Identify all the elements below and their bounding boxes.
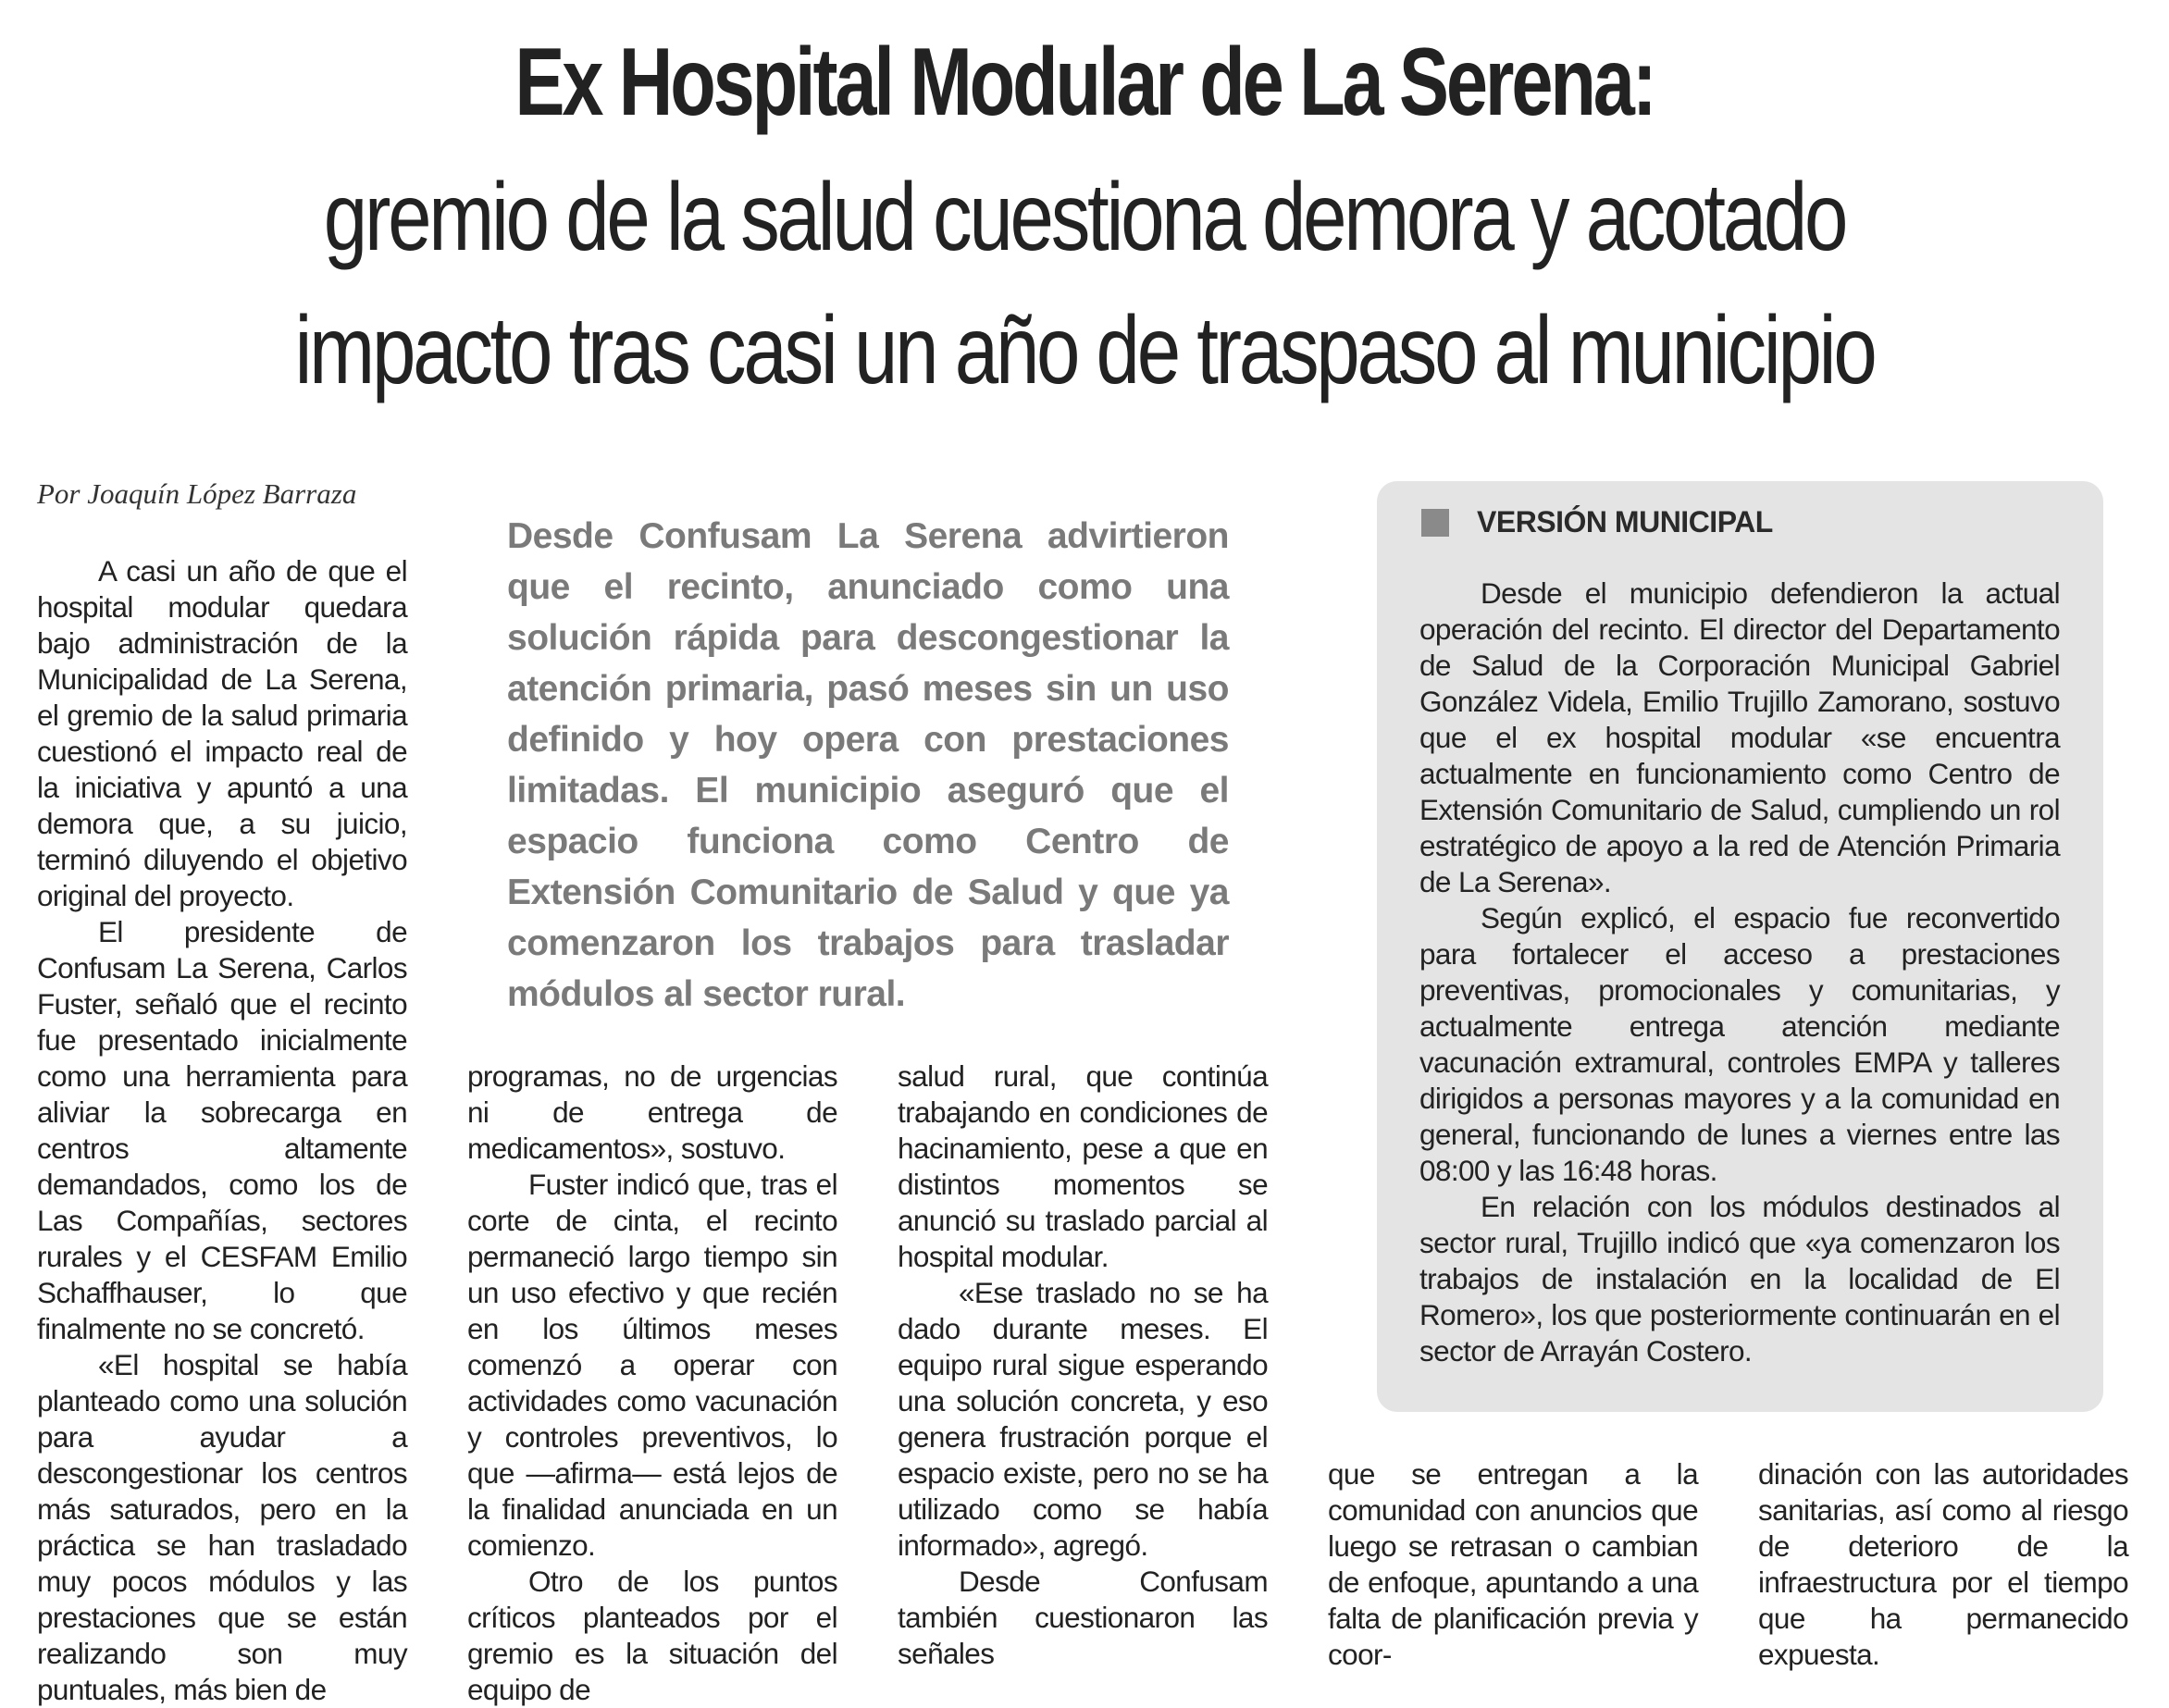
headline-title: Ex Hospital Modular de La Serena: <box>514 29 1655 136</box>
paragraph: «El hospital se había planteado como una solución para ayudar a descongestionar los centros más saturados, pero en la práctica se han trasladado muy pocos módulos y las prestaciones que se están realizando son muy puntuales, más bien de <box>37 1348 407 1706</box>
paragraph: Otro de los puntos críticos planteados por el gremio es la situación del equipo de <box>467 1565 837 1706</box>
article-column-4 <box>1328 1456 1698 1673</box>
paragraph: En relación con los módulos destinados al sector rural, Trujillo indicó que «ya comenzaron los trabajos de instalación en la localidad de El Romero», los que posteriormente continuarán en el sector de Arrayán Costero. <box>1419 1190 2060 1368</box>
paragraph: A casi un año de que el hospital modular quedara bajo administración de la Municipalidad de La Serena, el gremio de la salud primaria cuestionó el impacto real de la iniciativa y apuntó a una demora que, a su juicio, terminó diluyendo el objetivo original del proyecto. <box>37 554 407 912</box>
paragraph: «Ese traslado no se ha dado durante meses. El equipo rural sigue esperando una solución concreta, y eso genera frustración porque el espacio existe, pero no se ha utilizado como se había informado», agregó. <box>898 1276 1268 1562</box>
paragraph: Desde Confusam también cuestionaron las señales <box>898 1565 1268 1670</box>
sidebar-header <box>1421 505 1773 539</box>
byline: Por Joaquín López Barraza <box>37 477 357 510</box>
paragraph: salud rural, que continúa trabajando en condiciones de hacinamiento, pese a que en distintos momentos se anunció su traslado parcial al hospital modular. <box>898 1059 1268 1273</box>
paragraph: programas, no de urgencias ni de entrega de medicamentos», sostuvo. <box>467 1059 837 1165</box>
paragraph: que se entregan a la comunidad con anuncios que luego se retrasan o cambian de enfoque, apuntando a una falta de planificación previa y coor- <box>1328 1457 1698 1671</box>
article-column-2 <box>467 1058 837 1708</box>
sidebar-body <box>1419 576 2060 1369</box>
headline-subtitle-line-2: impacto tras casi un año de traspaso al municipio <box>294 297 1875 404</box>
pull-quote: Desde Confusam La Serena advirtieron que el recinto, anunciado como una solución rápida para descongestionar la atención primaria, pasó meses sin un uso definido y hoy opera con prestaciones limitadas. El municipio aseguró que el espacio funciona como Centro de Extensión Comunitario de Salud y que ya comenzaron los trabajos para trasladar módulos al sector rural. <box>507 516 1229 1014</box>
paragraph: Desde el municipio defendieron la actual operación del recinto. El director del Departamento de Salud de la Corporación Municipal Gabriel González Videla, Emilio Trujillo Zamorano, sostuvo que el ex hospital modular «se encuentra actualmente en funcionamiento como Centro de Extensión Comunitario de Salud, cumpliendo un rol estratégico de apoyo a la red de Atención Primaria de La Serena». <box>1419 576 2060 898</box>
sidebar-box <box>1377 481 2103 1412</box>
headline-subtitle-line-1: gremio de la salud cuestiona demora y acotado <box>323 164 1846 271</box>
article-column-3 <box>898 1058 1268 1672</box>
paragraph: dinación con las autoridades sanitarias, así como al riesgo de deterioro de la infraestructura por el tiempo que ha permanecido expuesta. <box>1758 1457 2128 1671</box>
paragraph: El presidente de Confusam La Serena, Carlos Fuster, señaló que el recinto fue presentado inicialmente como una herramienta para aliviar la sobrecarga en centros altamente demandados, como los de Las Compañías, sectores rurales y el CESFAM Emilio Schaffhauser, lo que finalmente no se concretó. <box>37 915 407 1345</box>
paragraph: Fuster indicó que, tras el corte de cinta, el recinto permaneció largo tiempo sin un uso efectivo y que recién en los últimos meses comenzó a operar con actividades como vacunación y controles preventivos, lo que —afirma— está lejos de la finalidad anunciada en un comienzo. <box>467 1168 837 1562</box>
paragraph: Según explicó, el espacio fue reconvertido para fortalecer el acceso a prestaciones preventivas, promocionales y comunitarias, y actualmente entrega atención mediante vacunación extramural, controles EMPA y talleres dirigidos a personas mayores y a la comunidad en general, funcionando de lunes a viernes entre las 08:00 y las 16:48 horas. <box>1419 901 2060 1187</box>
square-bullet-icon <box>1421 509 1449 537</box>
article-column-1 <box>37 553 407 1708</box>
sidebar-title: VERSIÓN MUNICIPAL <box>1477 505 1773 538</box>
article-column-5 <box>1758 1456 2128 1673</box>
